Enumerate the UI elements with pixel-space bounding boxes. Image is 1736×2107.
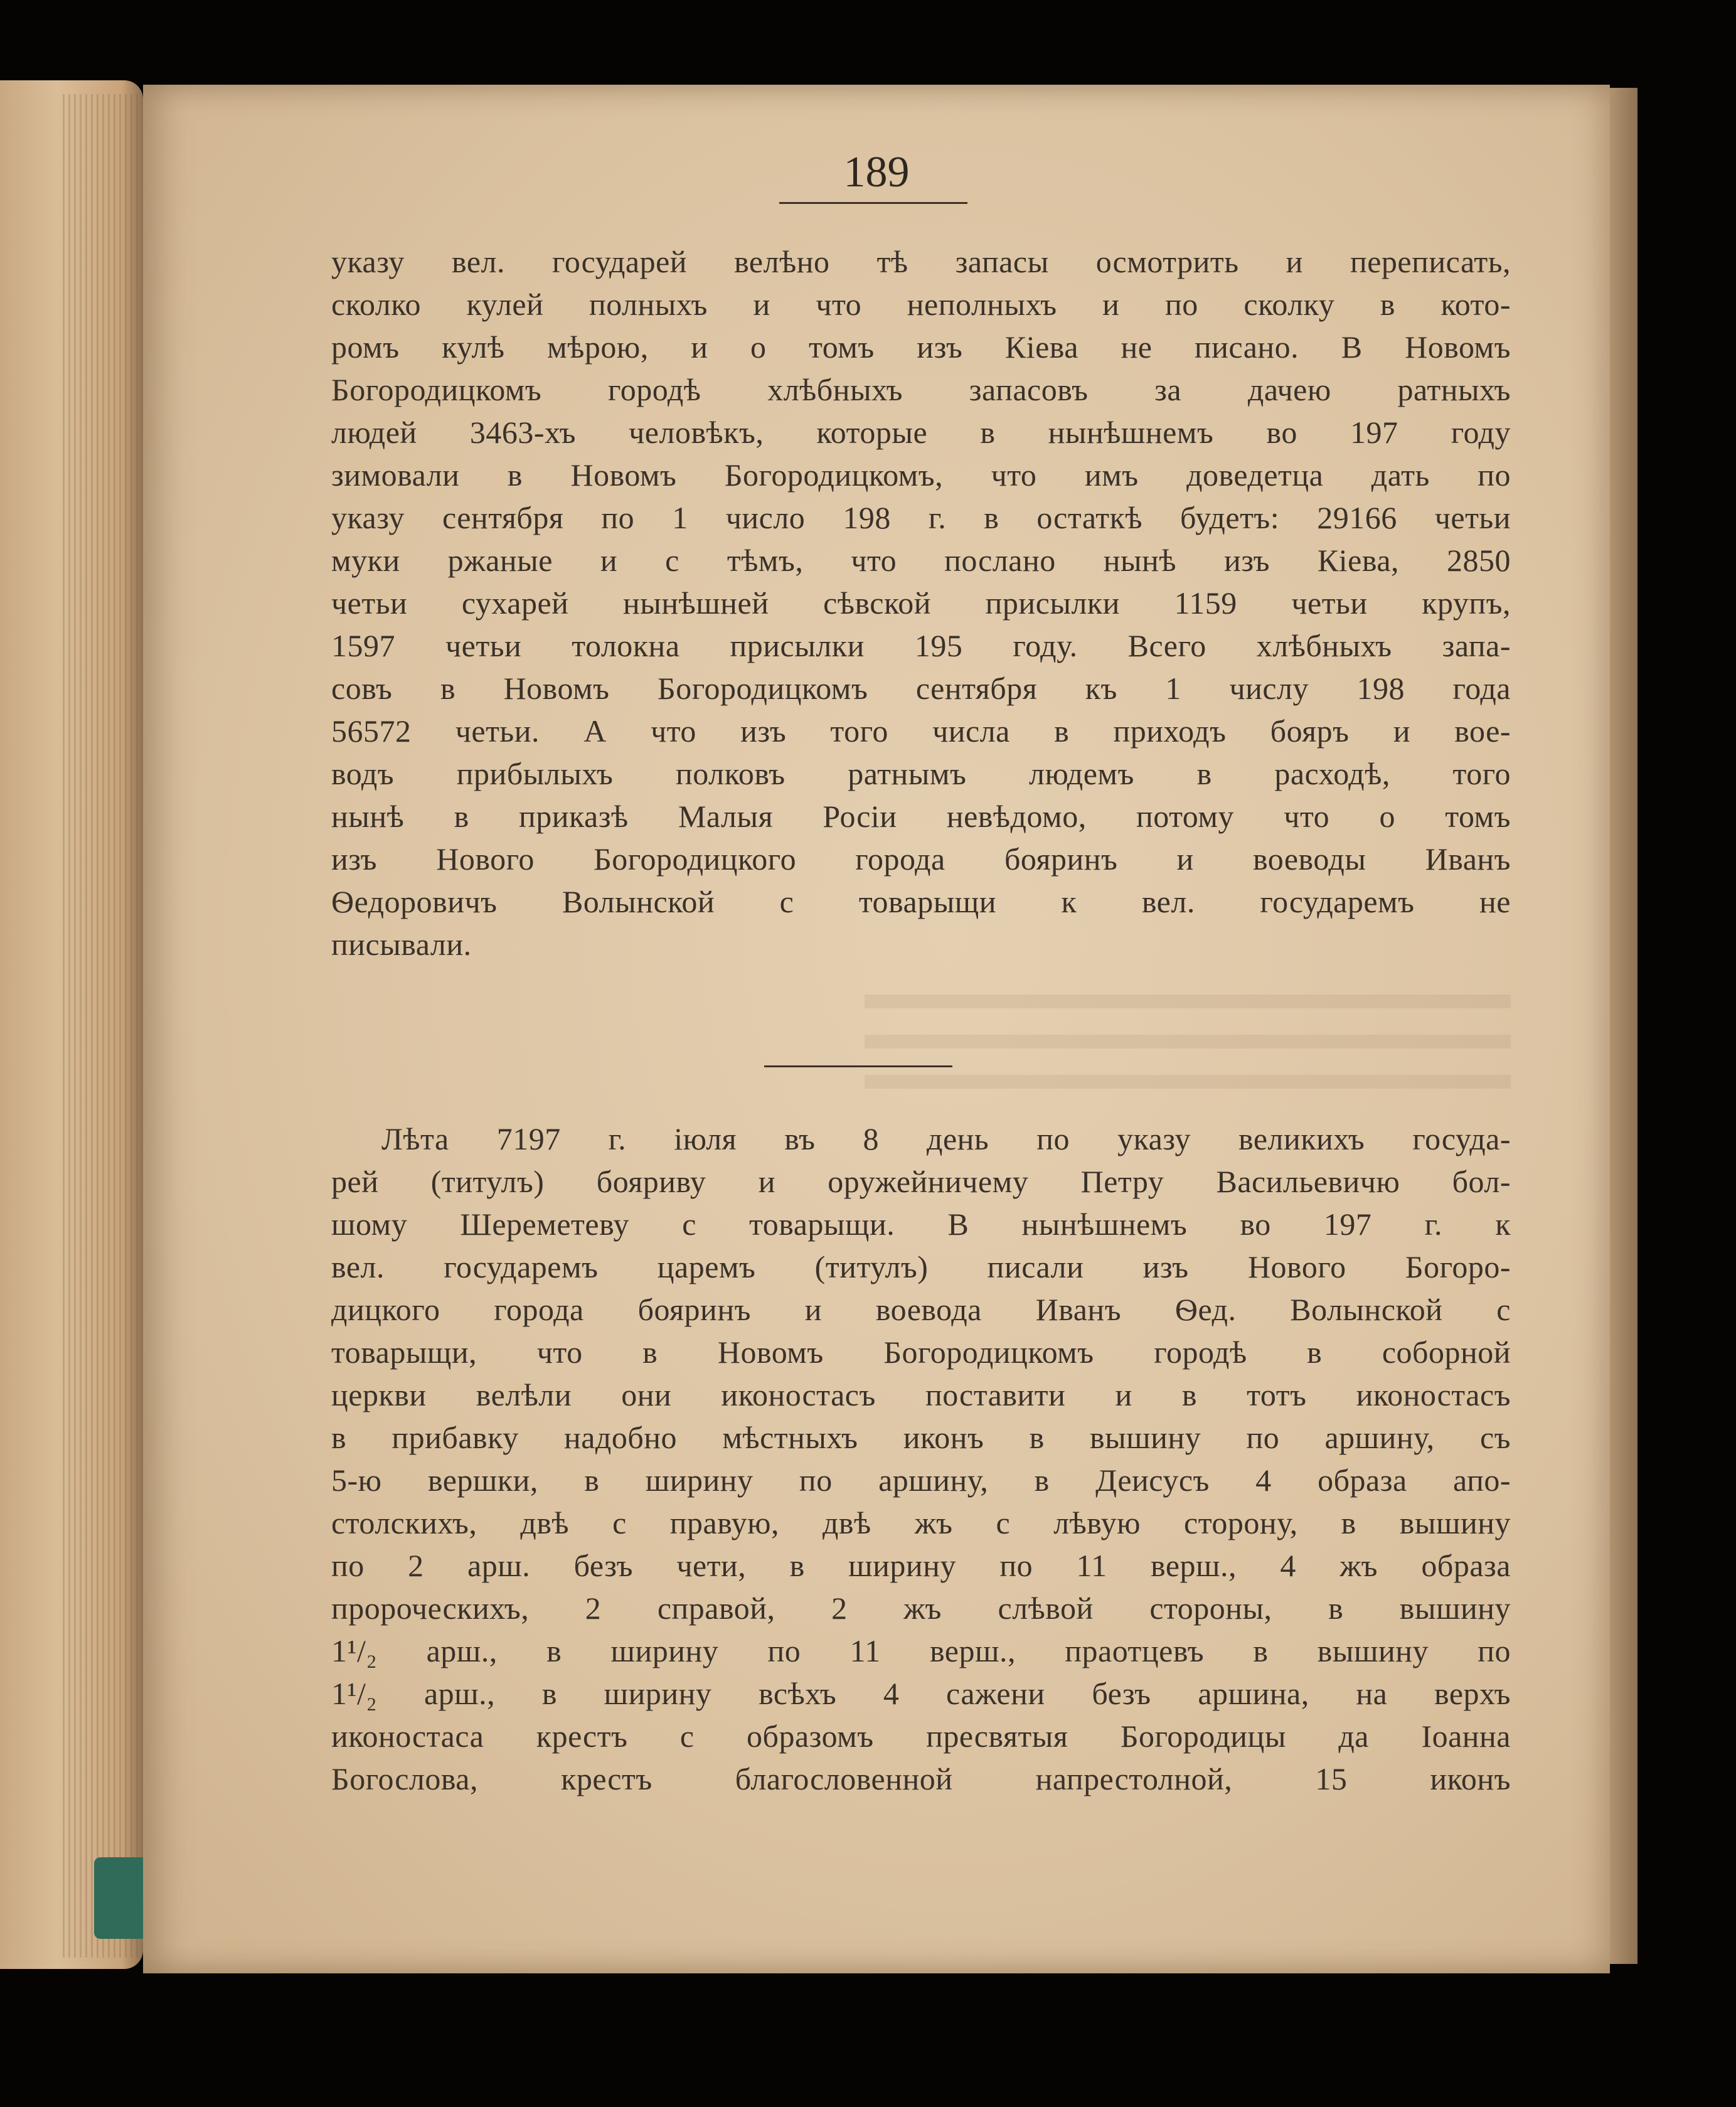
text-line: дицкого города бояринъ и воевода Иванъ Ѳед. Волынской с bbox=[331, 1292, 1511, 1327]
text-line: нынѣ в приказѣ Малыя Росіи невѣдомо, потому что о томъ bbox=[331, 799, 1511, 834]
text-line: Лѣта 7197 г. іюля въ 8 день по указу великихъ госуда- bbox=[381, 1121, 1511, 1156]
text-line: муки ржаные и с тѣмъ, что послано нынѣ изъ Кіева, 2850 bbox=[331, 543, 1511, 578]
text-line: в прибавку надобно мѣстныхъ иконъ в вышину по аршину, съ bbox=[331, 1420, 1511, 1455]
text-line: товарыщи, что в Новомъ Богородицкомъ городѣ в соборной bbox=[331, 1335, 1511, 1370]
bleed-through-text bbox=[865, 995, 1511, 1107]
text-line: водъ прибылыхъ полковъ ратнымъ людемъ в расходѣ, того bbox=[331, 756, 1511, 791]
text-line: ромъ кулѣ мѣрою, и о томъ изъ Кіева не писано. В Новомъ bbox=[331, 329, 1511, 365]
page-number: 189 bbox=[843, 148, 910, 196]
text-line: Богородицкомъ городѣ хлѣбныхъ запасовъ за дачею ратныхъ bbox=[331, 372, 1511, 407]
left-page-fore-edge bbox=[63, 94, 138, 1958]
text-line: 1¹/₂ арш., в ширину всѣхъ 4 сажени безъ аршина, на верхъ bbox=[331, 1676, 1511, 1711]
text-line: зимовали в Новомъ Богородицкомъ, что имъ доведетца дать по bbox=[331, 457, 1511, 493]
text-line: 56572 четьи. А что изъ того числа в приходъ бояръ и вое- bbox=[331, 713, 1511, 749]
section-divider bbox=[764, 1065, 952, 1067]
text-line: Ѳедоровичъ Волынской с товарыщи к вел. государемъ не bbox=[331, 884, 1511, 919]
text-line: столскихъ, двѣ с правую, двѣ жъ с лѣвую сторону, в вышину bbox=[331, 1505, 1511, 1540]
text-line: вел. государемъ царемъ (титулъ) писали изъ Нового Богоро- bbox=[331, 1249, 1511, 1284]
text-line: по 2 арш. безъ чети, в ширину по 11 верш., 4 жъ образа bbox=[331, 1548, 1511, 1583]
text-line: писывали. bbox=[331, 927, 472, 962]
text-line: указу сентября по 1 число 198 г. в остаткѣ будетъ: 29166 четьи bbox=[331, 500, 1511, 535]
text-line: изъ Нового Богородицкого города бояринъ и воеводы Иванъ bbox=[331, 841, 1511, 877]
text-line: шому Шереметеву с товарыщи. В нынѣшнемъ во 197 г. к bbox=[331, 1207, 1511, 1242]
text-line: указу вел. государей велѣно тѣ запасы осмотрить и переписать, bbox=[331, 244, 1511, 279]
text-line: рей (титулъ) бояриву и оружейничему Петру Васильевичю бол- bbox=[331, 1164, 1511, 1199]
text-line: людей 3463-хъ человѣкъ, которые в нынѣшнемъ во 197 году bbox=[331, 415, 1511, 450]
page-number-rule bbox=[779, 202, 967, 204]
text-line: 5-ю вершки, в ширину по аршину, в Деисусъ 4 образа апо- bbox=[331, 1463, 1511, 1498]
text-line: Богослова, крестъ благословенной напрестолной, 15 иконъ bbox=[331, 1761, 1511, 1796]
book-cover-corner bbox=[94, 1857, 151, 1939]
book-page bbox=[143, 85, 1610, 1973]
text-line: сколко кулей полныхъ и что неполныхъ и по сколку в кото- bbox=[331, 287, 1511, 322]
text-line: пророческихъ, 2 справой, 2 жъ слѣвой стороны, в вышину bbox=[331, 1591, 1511, 1626]
text-line: 1597 четьи толокна присылки 195 году. Всего хлѣбныхъ запа- bbox=[331, 628, 1511, 663]
text-line: четьи сухарей нынѣшней сѣвской присылки 1159 четьи крупъ, bbox=[331, 585, 1511, 621]
text-line: 1¹/₂ арш., в ширину по 11 верш., праотцевъ в вышину по bbox=[331, 1633, 1511, 1668]
text-line: иконостаса крестъ с образомъ пресвятыя Богородицы да Іоанна bbox=[331, 1719, 1511, 1754]
text-line: совъ в Новомъ Богородицкомъ сентября къ 1 числу 198 года bbox=[331, 671, 1511, 706]
text-line: церкви велѣли они иконостасъ поставити и в тотъ иконостасъ bbox=[331, 1377, 1511, 1412]
